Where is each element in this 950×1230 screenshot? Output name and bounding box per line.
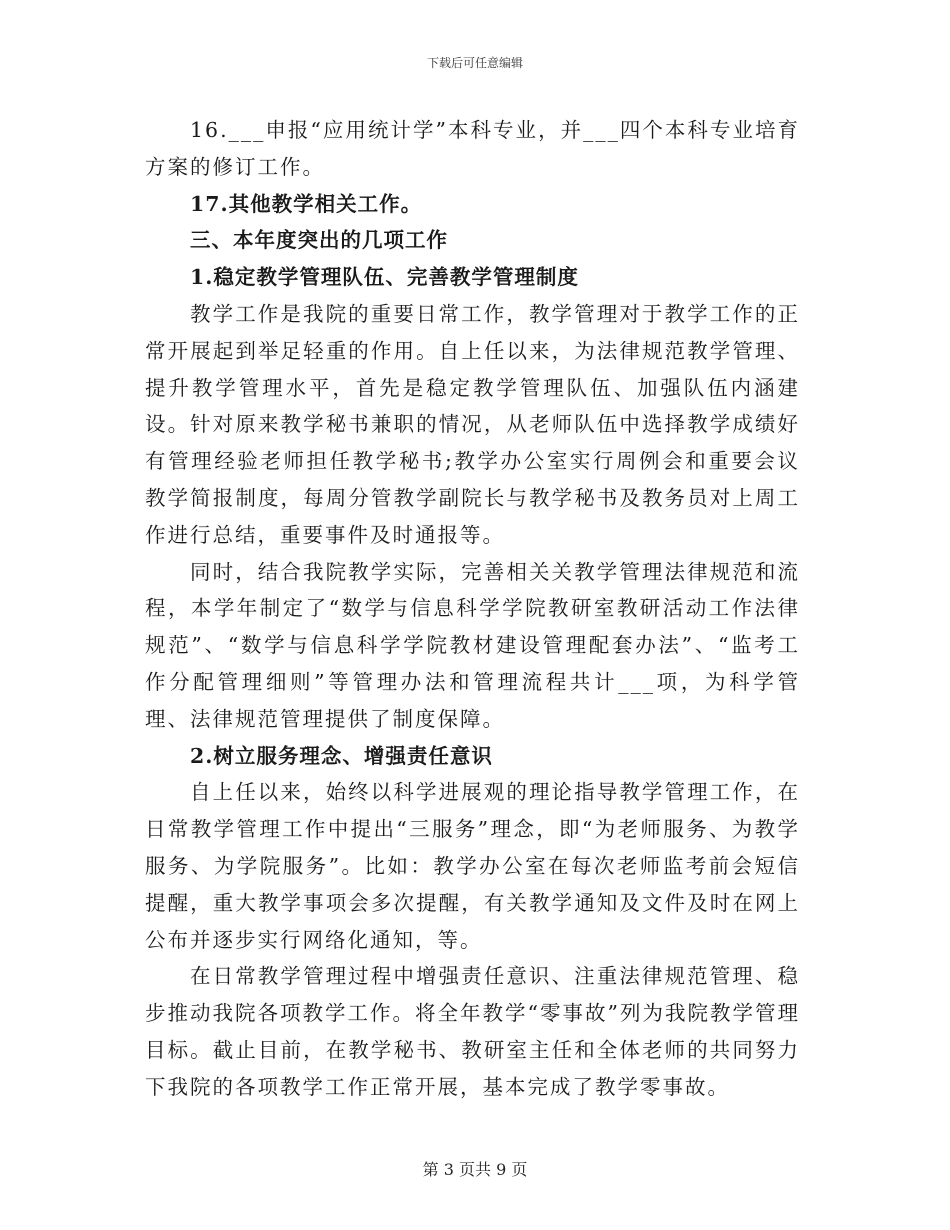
page-number: 第 3 页共 9 页 <box>422 1160 528 1179</box>
subsection-heading-1: 1.稳定教学管理队伍、完善教学管理制度 <box>190 265 579 290</box>
subsection-heading-2: 2.树立服务理念、增强责任意识 <box>190 743 493 768</box>
section-heading-3: 三、本年度突出的几项工作 <box>190 228 448 253</box>
list-item-17: 17.其他教学相关工作。 <box>190 191 423 216</box>
paragraph-team-stability: 教学工作是我院的重要日常工作，教学管理对于教学工作的正常开展起到举足轻重的作用。自上任以来，为法律规范教学管理、提升教学管理水平，首先是稳定教学管理队伍、加强队伍内涵建设。针对原来教学秘书兼职的情况，从老师队伍中选择教学成绩好有管理经验老师担任教学秘书;教学办公室实行周例会和重要会议教学简报制度，每周分管教学副院长与教学秘书及教务员对上周工作进行总结，重要事件及时通报等。 <box>145 301 800 547</box>
paragraph-responsibility: 在日常教学管理过程中增强责任意识、注重法律规范管理、稳步推动我院各项教学工作。将全年教学“零事故”列为我院教学管理目标。截止目前，在教学秘书、教研室主任和全体老师的共同努力下我院的各项教学工作正常开展，基本完成了教学零事故。 <box>145 964 800 1099</box>
document-body <box>145 112 800 1106</box>
list-item-16: 16.___申报“应用统计学”本科专业，并___四个本科专业培育方案的修订工作。 <box>145 118 800 179</box>
page-header: 下载后可任意编辑 <box>426 56 523 70</box>
paragraph-service-concept: 自上任以来，始终以科学进展观的理论指导教学管理工作，在日常教学管理工作中提出“三服务”理念，即“为老师服务、为教学服务、为学院服务”。比如：教学办公室在每次老师监考前会短信提醒，重大教学事项会多次提醒，有关教学通知及文件及时在网上公布并逐步实行网络化通知，等。 <box>145 780 800 952</box>
paragraph-regulations: 同时，结合我院教学实际，完善相关关教学管理法律规范和流程，本学年制定了“数学与信息科学学院教研室教研活动工作法律规范”、“数学与信息科学学院教材建设管理配套办法”、“监考工作分配管理细则”等管理办法和管理流程共计___项，为科学管理、法律规范管理提供了制度保障。 <box>145 559 800 731</box>
